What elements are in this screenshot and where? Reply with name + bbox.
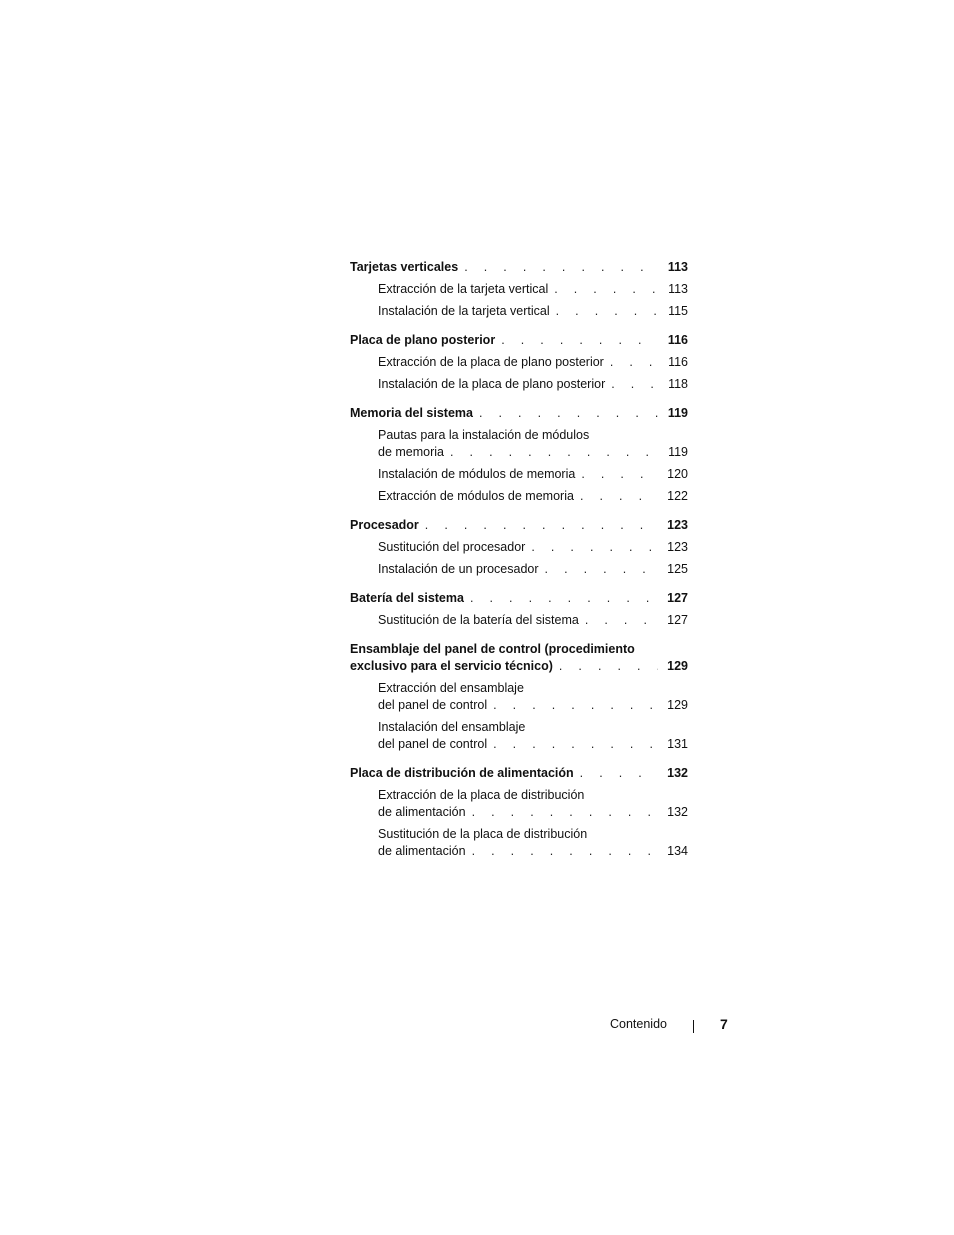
toc-page-number: 129 <box>667 659 688 673</box>
toc-page-number: 119 <box>667 406 688 420</box>
leader-dots <box>479 405 658 422</box>
toc-entry-title: Extracción de la placa de plano posterior <box>378 355 604 369</box>
toc-section <box>350 590 688 629</box>
leader-dots <box>472 843 658 860</box>
toc-section <box>350 641 688 753</box>
leader-dots <box>580 488 658 505</box>
toc-entry-title: Instalación de la tarjeta vertical <box>378 304 550 318</box>
toc-sub-entry[interactable] <box>350 488 688 505</box>
footer-label: Contenido <box>610 1017 667 1031</box>
toc-sub-entry[interactable] <box>350 466 688 483</box>
toc-entry-title: Placa de distribución de alimentación <box>350 766 574 780</box>
toc-page-number: 122 <box>667 489 688 503</box>
toc-sub-entry[interactable] <box>350 354 688 371</box>
toc-section <box>350 332 688 393</box>
toc-entry-title: Pautas para la instalación de módulos <box>378 428 590 442</box>
toc-sub-entry[interactable] <box>350 826 688 860</box>
toc-entry-title: Instalación del ensamblaje <box>378 720 526 734</box>
toc-entry-title: Instalación de la placa de plano posterior <box>378 377 606 391</box>
toc-sub-entry[interactable] <box>350 787 688 821</box>
page-number: 7 <box>720 1016 728 1032</box>
toc-sub-entry[interactable] <box>350 303 688 320</box>
leader-dots <box>472 804 658 821</box>
toc-entry-title: Extracción de módulos de memoria <box>378 489 574 503</box>
leader-dots <box>554 281 658 298</box>
toc-entry-title: Sustitución del procesador <box>378 540 526 554</box>
toc-page-number: 127 <box>667 591 688 605</box>
leader-dots <box>545 561 658 578</box>
leader-dots <box>470 590 658 607</box>
toc-main-entry[interactable] <box>350 259 688 276</box>
leader-dots <box>425 517 658 534</box>
toc-page-number: 123 <box>667 518 688 532</box>
toc-page-number: 132 <box>667 805 688 819</box>
toc-page-number: 118 <box>668 377 688 391</box>
footer-divider <box>693 1020 694 1033</box>
toc-section <box>350 765 688 860</box>
toc-main-entry[interactable] <box>350 641 688 675</box>
toc-sub-entry[interactable] <box>350 719 688 753</box>
toc-entry-title-cont: del panel de control <box>378 737 488 751</box>
toc-main-entry[interactable] <box>350 765 688 782</box>
toc-page-number: 119 <box>668 445 688 459</box>
toc-entry-title-cont: de alimentación <box>378 805 466 819</box>
toc-sub-entry[interactable] <box>350 612 688 629</box>
toc-page-number: 129 <box>667 698 688 712</box>
leader-dots <box>580 765 658 782</box>
leader-dots <box>493 697 658 714</box>
toc-entry-title: Placa de plano posterior <box>350 333 496 347</box>
toc-page-number: 116 <box>668 355 688 369</box>
toc-section <box>350 517 688 578</box>
toc-entry-title: Sustitución de la batería del sistema <box>378 613 579 627</box>
table-of-contents <box>350 259 688 872</box>
toc-sub-entry[interactable] <box>350 376 688 393</box>
toc-page-number: 113 <box>667 260 688 274</box>
toc-sub-entry[interactable] <box>350 561 688 578</box>
toc-entry-title: Instalación de un procesador <box>378 562 539 576</box>
toc-page-number: 127 <box>667 613 688 627</box>
toc-entry-title: Batería del sistema <box>350 591 464 605</box>
toc-page-number: 125 <box>667 562 688 576</box>
toc-section <box>350 259 688 320</box>
toc-page-number: 134 <box>667 844 688 858</box>
toc-page-number: 131 <box>667 737 688 751</box>
leader-dots <box>501 332 658 349</box>
toc-page-number: 123 <box>667 540 688 554</box>
toc-entry-title: Extracción del ensamblaje <box>378 681 524 695</box>
toc-sub-entry[interactable] <box>350 680 688 714</box>
leader-dots <box>610 354 658 371</box>
toc-entry-title-cont: del panel de control <box>378 698 488 712</box>
toc-entry-title-cont: exclusivo para el servicio técnico) <box>350 659 553 673</box>
leader-dots <box>585 612 658 629</box>
toc-entry-title: Extracción de la placa de distribución <box>378 788 585 802</box>
toc-entry-title: Ensamblaje del panel de control (procedimiento <box>350 642 635 656</box>
toc-sub-entry[interactable] <box>350 539 688 556</box>
toc-page-number: 132 <box>667 766 688 780</box>
toc-entry-title: Instalación de módulos de memoria <box>378 467 576 481</box>
toc-page-number: 116 <box>667 333 688 347</box>
toc-main-entry[interactable] <box>350 517 688 534</box>
leader-dots <box>611 376 658 393</box>
toc-sub-entry[interactable] <box>350 427 688 461</box>
toc-page-number: 120 <box>667 467 688 481</box>
page-footer <box>610 1016 728 1032</box>
toc-page-number: 115 <box>668 304 688 318</box>
toc-page-number: 113 <box>668 282 688 296</box>
toc-section <box>350 405 688 505</box>
leader-dots <box>531 539 658 556</box>
toc-entry-title: Sustitución de la placa de distribución <box>378 827 588 841</box>
toc-entry-title: Extracción de la tarjeta vertical <box>378 282 549 296</box>
leader-dots <box>559 658 658 675</box>
leader-dots <box>493 736 658 753</box>
toc-entry-title-cont: de memoria <box>378 445 444 459</box>
toc-main-entry[interactable] <box>350 332 688 349</box>
toc-main-entry[interactable] <box>350 405 688 422</box>
toc-entry-title: Procesador <box>350 518 419 532</box>
leader-dots <box>556 303 658 320</box>
toc-main-entry[interactable] <box>350 590 688 607</box>
toc-entry-title: Memoria del sistema <box>350 406 473 420</box>
leader-dots <box>464 259 658 276</box>
leader-dots <box>581 466 658 483</box>
toc-sub-entry[interactable] <box>350 281 688 298</box>
toc-entry-title-cont: de alimentación <box>378 844 466 858</box>
toc-entry-title: Tarjetas verticales <box>350 260 459 274</box>
leader-dots <box>450 444 658 461</box>
